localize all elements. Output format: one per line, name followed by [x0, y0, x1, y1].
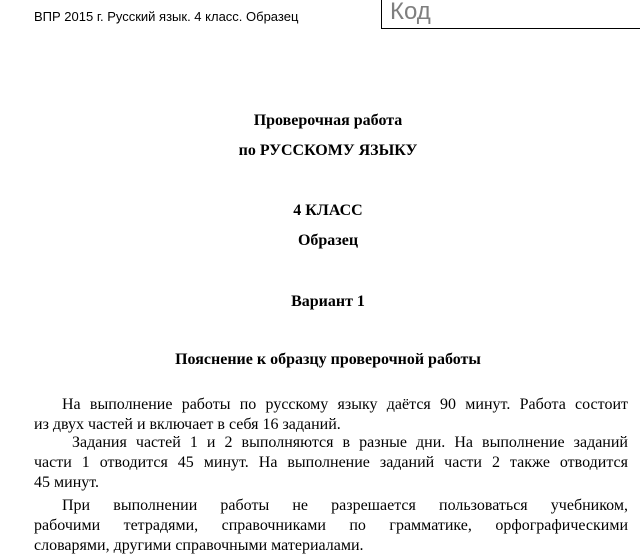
variant-heading: Вариант 1	[291, 293, 365, 310]
section-heading: Пояснение к образцу проверочной работы	[175, 351, 481, 368]
paragraph-line: словарями, другими справочными материалами.	[34, 537, 364, 554]
title-line-2: по РУССКОМУ ЯЗЫКУ	[238, 142, 418, 159]
running-header: ВПР 2015 г. Русский язык. 4 класс. Образец	[34, 9, 299, 24]
paragraph-rules	[34, 496, 628, 556]
title-line-1: Проверочная работа	[253, 112, 403, 129]
grade-heading: 4 КЛАСС	[293, 202, 363, 219]
paragraph-line: При выполнении работы не разрешается пользоваться учебником,	[62, 497, 628, 514]
paragraph-line: 45 минут.	[34, 474, 100, 491]
paragraph-parts	[34, 433, 628, 493]
sample-heading: Образец	[297, 232, 359, 249]
paragraph-line: На выполнение работы по русскому языку даётся 90 минут. Работа состоит	[62, 396, 628, 413]
code-field-label: Код	[390, 0, 431, 25]
paragraph-line: рабочими тетрадями, справочниками по грамматике, орфографическими	[34, 517, 628, 534]
paragraph-line: Задания частей 1 и 2 выполняются в разные дни. На выполнение заданий	[72, 434, 628, 451]
code-field[interactable]	[381, 0, 640, 29]
paragraph-line: части 1 отводится 45 минут. На выполнение заданий части 2 также отводится	[34, 454, 628, 471]
paragraph-duration	[34, 395, 628, 435]
paragraph-line: из двух частей и включает в себя 16 заданий.	[34, 416, 341, 433]
